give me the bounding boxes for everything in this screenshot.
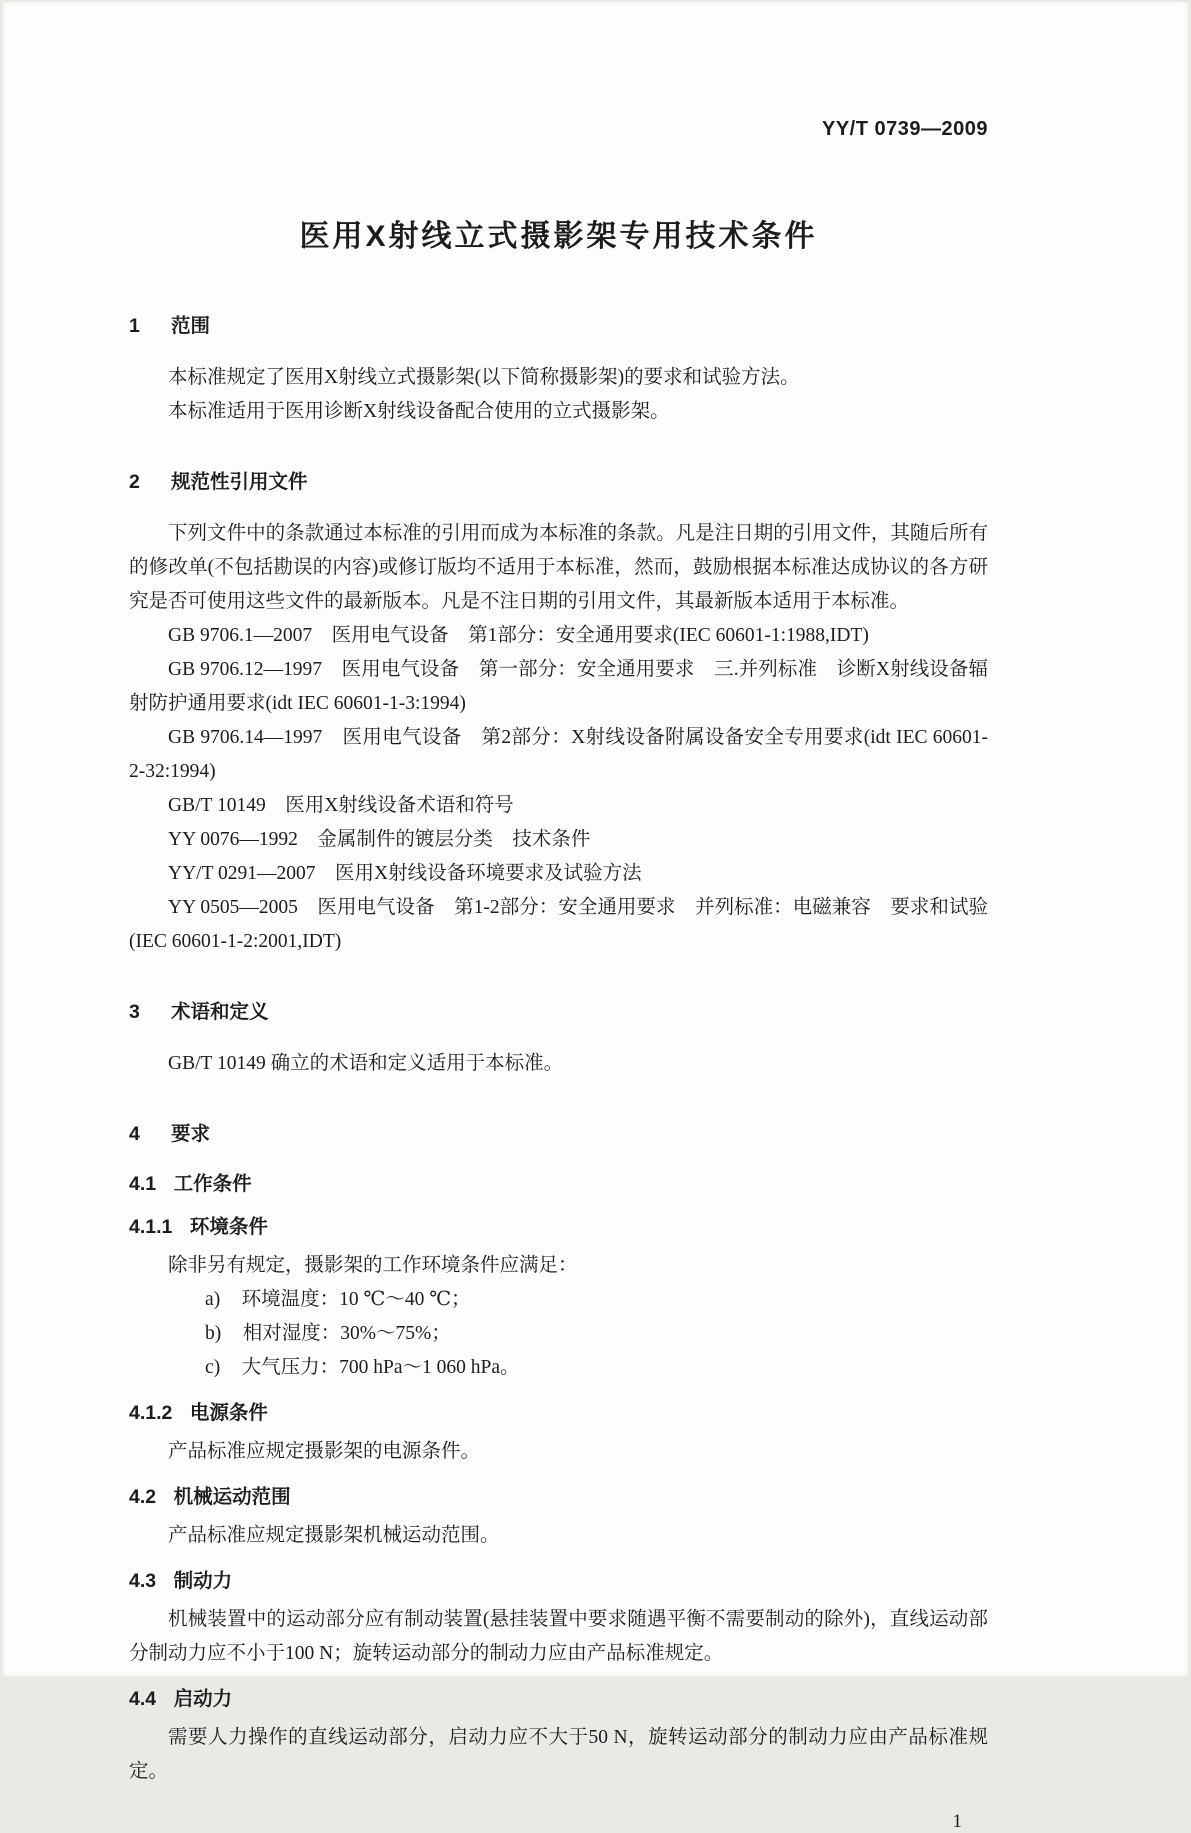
section-title: 规范性引用文件 [171, 471, 308, 493]
section-heading-4.1.1 [129, 1212, 988, 1242]
section-number: 3 [129, 1001, 140, 1023]
section-heading-3 [129, 997, 988, 1027]
list-marker: c) [205, 1357, 221, 1378]
section-number: 4.3 [129, 1570, 157, 1592]
paragraph: YY 0505—2005 医用电气设备 第1-2部分：安全通用要求 并列标准：电磁兼容 要求和试验(IEC 60601-1-2:2001,IDT) [129, 897, 988, 952]
standard-number: YY/T 0739—2009 [822, 118, 988, 140]
list-text: 环境温度：10 ℃～40 ℃； [241, 1289, 471, 1310]
section-number: 4.4 [129, 1688, 157, 1710]
section-number: 4 [129, 1123, 140, 1145]
section-title: 机械运动范围 [173, 1486, 291, 1508]
section-heading-4 [129, 1119, 988, 1149]
paragraph: 本标准规定了医用X射线立式摄影架(以下简称摄影架)的要求和试验方法。 [168, 367, 800, 388]
paragraph: YY 0076—1992 金属制件的镀层分类 技术条件 [168, 829, 591, 850]
section-heading-4.1.2 [129, 1398, 988, 1428]
section-title: 工作条件 [173, 1173, 252, 1195]
paragraph: 产品标准应规定摄影架机械运动范围。 [168, 1525, 500, 1546]
paragraph: 需要人力操作的直线运动部分，启动力应不大于50 N，旋转运动部分的制动力应由产品标准规定。 [129, 1727, 988, 1782]
document-content [129, 311, 988, 1789]
section-number: 4.1.2 [129, 1402, 173, 1424]
section-heading-4.4 [129, 1684, 988, 1714]
section-title: 术语和定义 [171, 1001, 269, 1023]
paragraph: GB/T 10149 确立的术语和定义适用于本标准。 [168, 1053, 564, 1074]
list-marker: b) [205, 1323, 222, 1344]
section-title: 制动力 [173, 1570, 233, 1592]
list-text: 相对湿度：30%～75%； [242, 1323, 451, 1344]
section-heading-2 [129, 467, 988, 497]
section-heading-4.1 [129, 1169, 988, 1199]
paragraph: YY/T 0291—2007 医用X射线设备环境要求及试验方法 [168, 863, 642, 884]
paragraph: GB 9706.14—1997 医用电气设备 第2部分：X射线设备附属设备安全专用要求(idt IEC 60601-2-32:1994) [129, 727, 988, 782]
paragraph: 下列文件中的条款通过本标准的引用而成为本标准的条款。凡是注日期的引用文件，其随后所有的修改单(不包括勘误的内容)或修订版均不适用于本标准，然而，鼓励根据本标准达成协议的各方研究是否可使用这些文件的最新版本。凡是不注日期的引用文件，其最新版本适用于本标准。 [129, 523, 988, 612]
section-number: 4.2 [129, 1486, 157, 1508]
list-item [129, 1283, 988, 1317]
document-page [3, 2, 1188, 1832]
section-heading-1 [129, 311, 988, 341]
section-number: 4.1.1 [129, 1216, 173, 1238]
page-number: 1 [952, 1811, 962, 1832]
paragraph: 产品标准应规定摄影架的电源条件。 [168, 1441, 481, 1462]
section-title: 范围 [171, 315, 211, 337]
document-title: 医用X射线立式摄影架专用技术条件 [299, 220, 818, 253]
section-heading-4.3 [129, 1566, 988, 1596]
paragraph: 机械装置中的运动部分应有制动装置(悬挂装置中要求随遇平衡不需要制动的除外)，直线运动部分制动力应不小于100 N；旋转运动部分的制动力应由产品标准规定。 [129, 1609, 988, 1664]
section-title: 环境条件 [189, 1216, 268, 1238]
section-number: 4.1 [129, 1173, 157, 1195]
section-number: 1 [129, 315, 140, 337]
list-item [129, 1317, 988, 1351]
paragraph: 本标准适用于医用诊断X射线设备配合使用的立式摄影架。 [168, 401, 670, 422]
paragraph: GB 9706.1—2007 医用电气设备 第1部分：安全通用要求(IEC 60601-1:1988,IDT) [168, 625, 869, 646]
section-title: 要求 [171, 1123, 211, 1145]
list-item [129, 1351, 988, 1385]
paragraph: GB/T 10149 医用X射线设备术语和符号 [168, 795, 514, 816]
list-marker: a) [205, 1289, 221, 1310]
section-title: 电源条件 [189, 1402, 268, 1424]
paragraph: GB 9706.12—1997 医用电气设备 第一部分：安全通用要求 三.并列标准 诊断X射线设备辐射防护通用要求(idt IEC 60601-1-3:1994) [129, 659, 988, 714]
section-heading-4.2 [129, 1482, 988, 1512]
list-text: 大气压力：700 hPa～1 060 hPa。 [241, 1357, 520, 1378]
paragraph: 除非另有规定，摄影架的工作环境条件应满足： [168, 1255, 578, 1276]
section-title: 启动力 [173, 1688, 233, 1710]
section-number: 2 [129, 471, 140, 493]
